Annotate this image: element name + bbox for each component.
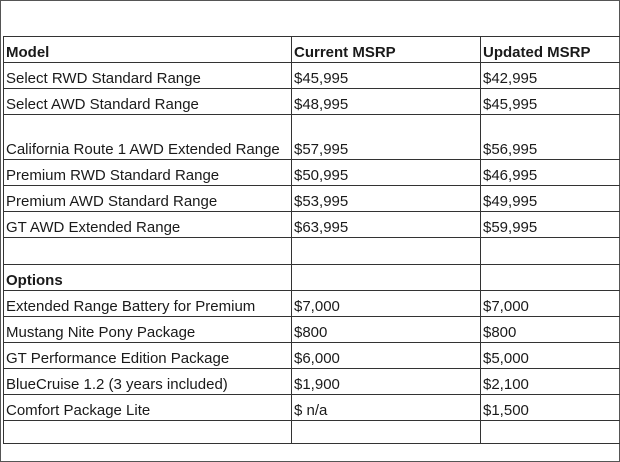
current-msrp-cell: $63,995 (292, 212, 481, 238)
current-msrp-cell: $6,000 (292, 343, 481, 369)
table-row (4, 186, 620, 212)
model-name-cell: Premium AWD Standard Range (4, 186, 292, 212)
updated-msrp-cell: $56,995 (481, 115, 620, 160)
updated-msrp-cell: $59,995 (481, 212, 620, 238)
empty-cell (4, 421, 292, 444)
table-row (4, 212, 620, 238)
current-msrp-cell: $7,000 (292, 291, 481, 317)
table-row (4, 115, 620, 160)
model-name-cell: Premium RWD Standard Range (4, 160, 292, 186)
header-updated-msrp: Updated MSRP (481, 37, 620, 63)
current-msrp-cell: $50,995 (292, 160, 481, 186)
options-heading: Options (4, 265, 292, 291)
option-name-cell: Extended Range Battery for Premium (4, 291, 292, 317)
spacer-row (4, 421, 620, 444)
updated-msrp-cell: $800 (481, 317, 620, 343)
current-msrp-cell: $45,995 (292, 63, 481, 89)
table-header-row (4, 37, 620, 63)
table-row (4, 291, 620, 317)
spacer-row (4, 238, 620, 265)
table-row (4, 395, 620, 421)
table-row (4, 89, 620, 115)
model-name-cell: Select AWD Standard Range (4, 89, 292, 115)
current-msrp-cell: $53,995 (292, 186, 481, 212)
empty-cell (481, 421, 620, 444)
updated-msrp-cell: $7,000 (481, 291, 620, 317)
msrp-price-table (3, 36, 620, 444)
empty-cell (481, 265, 620, 291)
model-name-cell: Select RWD Standard Range (4, 63, 292, 89)
table-row (4, 369, 620, 395)
model-name-cell: GT AWD Extended Range (4, 212, 292, 238)
empty-cell (292, 238, 481, 265)
table-row (4, 63, 620, 89)
current-msrp-cell: $48,995 (292, 89, 481, 115)
current-msrp-cell: $1,900 (292, 369, 481, 395)
current-msrp-cell: $800 (292, 317, 481, 343)
option-name-cell: Mustang Nite Pony Package (4, 317, 292, 343)
current-msrp-cell: $ n/a (292, 395, 481, 421)
updated-msrp-cell: $2,100 (481, 369, 620, 395)
updated-msrp-cell: $45,995 (481, 89, 620, 115)
current-msrp-cell: $57,995 (292, 115, 481, 160)
header-current-msrp: Current MSRP (292, 37, 481, 63)
table-row (4, 160, 620, 186)
empty-cell (292, 421, 481, 444)
empty-cell (481, 238, 620, 265)
table-row (4, 317, 620, 343)
updated-msrp-cell: $5,000 (481, 343, 620, 369)
header-model: Model (4, 37, 292, 63)
option-name-cell: Comfort Package Lite (4, 395, 292, 421)
updated-msrp-cell: $46,995 (481, 160, 620, 186)
options-heading-row (4, 265, 620, 291)
table-row (4, 343, 620, 369)
model-name-cell: California Route 1 AWD Extended Range (4, 115, 292, 160)
updated-msrp-cell: $42,995 (481, 63, 620, 89)
empty-cell (4, 238, 292, 265)
updated-msrp-cell: $49,995 (481, 186, 620, 212)
option-name-cell: BlueCruise 1.2 (3 years included) (4, 369, 292, 395)
updated-msrp-cell: $1,500 (481, 395, 620, 421)
empty-cell (292, 265, 481, 291)
option-name-cell: GT Performance Edition Package (4, 343, 292, 369)
